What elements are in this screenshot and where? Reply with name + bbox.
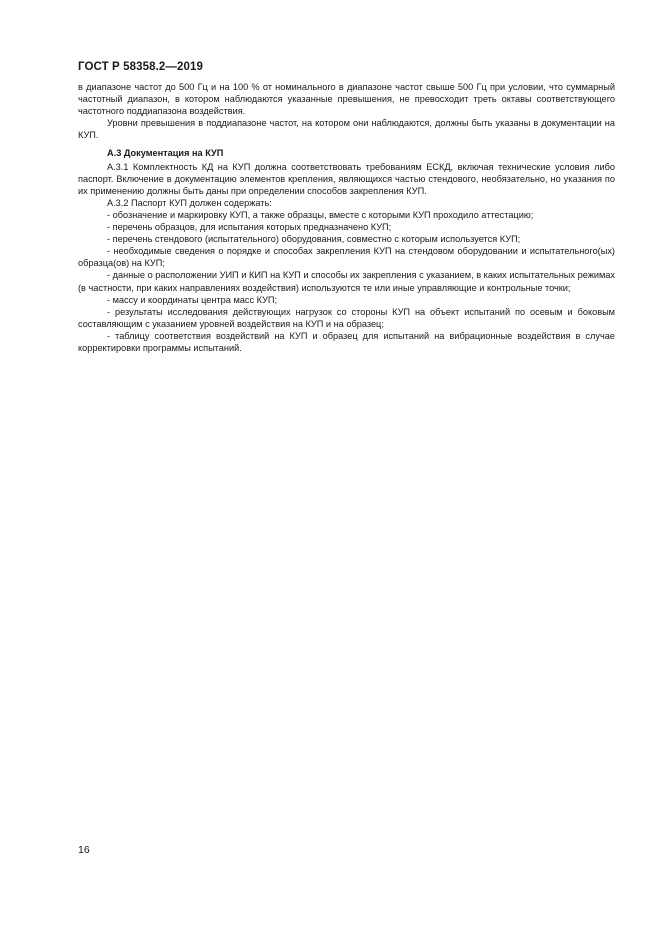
list-item: - перечень образцов, для испытания которых предназначено КУП; xyxy=(107,222,392,233)
list-item: - массу и координаты центра масс КУП; xyxy=(107,294,278,305)
list-item: - перечень стендового (испытательного) оборудования, совместно с которым используется КУП; xyxy=(107,234,521,245)
list-item: - таблицу соответствия воздействий на КУП и образец для испытаний на вибрационные воздействия в случае корректировки программы испытаний. xyxy=(78,330,615,353)
section-title: А.3 Документация на КУП xyxy=(107,148,224,159)
clause-a31: А.3.1 Комплектность КД на КУП должна соответствовать требованиям ЕСКД, включая технические условия либо паспорт. Включение в документацию элементов крепления, являющихся частью стендового, необязательно, но указания по их применению должны быть даны при определении способов закрепления КУП. xyxy=(78,161,615,196)
document-code: ГОСТ Р 58358.2—2019 xyxy=(78,61,203,73)
list-item: - необходимые сведения о порядке и способах закрепления КУП на стендовом оборудовании и испытательного(ых) образца(ов) на КУП; xyxy=(78,246,615,269)
clause-a32-intro: А.3.2 Паспорт КУП должен содержать: xyxy=(107,197,272,208)
page-number: 16 xyxy=(78,844,90,856)
list-item: - данные о расположении УИП и КИП на КУП и способы их закрепления с указанием, в каких испытательных режимах (в частности, при каких направлениях воздействия) используются те или иные управляющие и контрольные точки; xyxy=(78,270,615,293)
page-body xyxy=(78,81,615,354)
paragraph-continuation: в диапазоне частот до 500 Гц и на 100 % от номинального в диапазоне частот свыше 500 Гц при условии, что суммарный частотный диапазон, в котором наблюдаются указанные превышения, не превосходит треть октавы соответствующего частотного поддиапазона воздействия. xyxy=(78,82,615,117)
list-item: - обозначение и маркировку КУП, а также образцы, вместе с которыми КУП проходило аттестацию; xyxy=(107,209,534,220)
paragraph-exceedance-levels: Уровни превышения в поддиапазоне частот, на котором они наблюдаются, должны быть указаны в документации на КУП. xyxy=(78,118,615,141)
list-item: - результаты исследования действующих нагрузок со стороны КУП на объект испытаний по осевым и боковым составляющим с указанием уровней воздействия на КУП и на образец; xyxy=(78,306,615,329)
